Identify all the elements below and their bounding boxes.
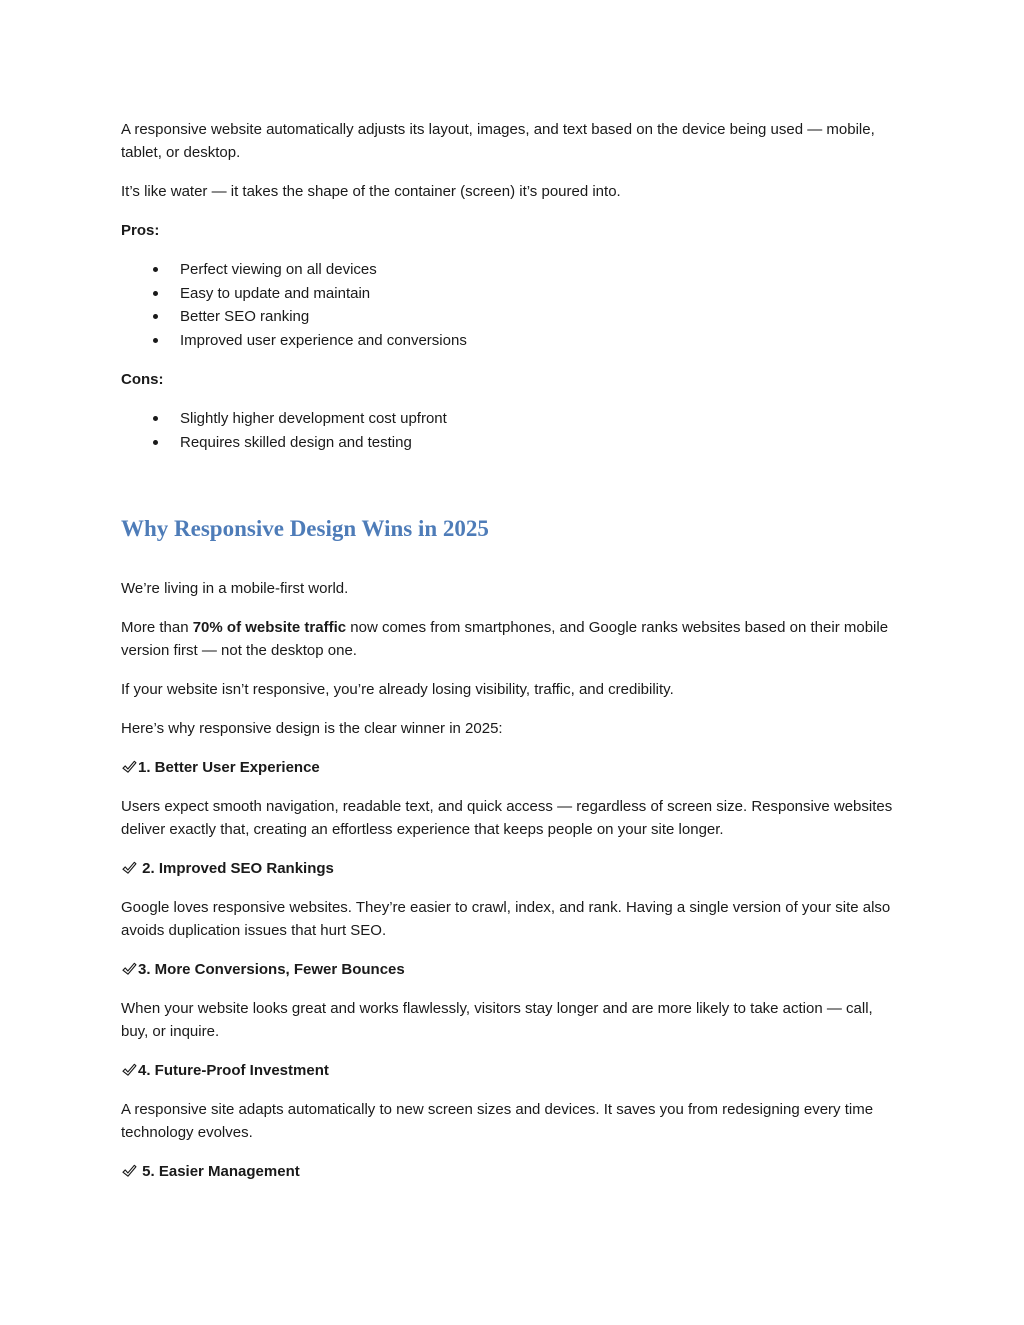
bullet-icon bbox=[153, 338, 158, 343]
list-item bbox=[180, 329, 899, 353]
section-heading: Why Responsive Design Wins in 2025 bbox=[121, 516, 489, 541]
benefit-1-heading bbox=[121, 756, 899, 779]
list-item-text: Easy to update and maintain bbox=[180, 284, 371, 302]
benefit-4-body: A responsive site adapts automatically to new screen sizes and devices. It saves you from redesigning every time technology evolves. bbox=[121, 1101, 874, 1141]
winner-paragraph: Here’s why responsive design is the clear winner in 2025: bbox=[121, 720, 503, 737]
list-item-text: Slightly higher development cost upfront bbox=[180, 410, 447, 427]
traffic-stat-post: now comes from smartphones, and Google ranks websites based on their mobile version first — not the desktop one. bbox=[121, 619, 889, 659]
list-item bbox=[180, 282, 899, 306]
mobile-first-paragraph: We’re living in a mobile-first world. bbox=[121, 580, 349, 597]
benefit-2-heading bbox=[121, 857, 899, 880]
bullet-icon bbox=[153, 291, 158, 296]
bullet-icon bbox=[153, 314, 158, 319]
pros-label: Pros: bbox=[121, 222, 160, 239]
list-item bbox=[180, 305, 899, 329]
list-item bbox=[180, 431, 899, 455]
list-item-text: Requires skilled design and testing bbox=[180, 433, 412, 451]
benefit-heading-text: 2. Improved SEO Rankings bbox=[138, 860, 334, 877]
bullet-icon bbox=[153, 440, 158, 445]
intro-paragraph: A responsive website automatically adjusts its layout, images, and text based on the device being used — mobile, tablet, or desktop. bbox=[121, 121, 875, 161]
benefit-1-body: Users expect smooth navigation, readable text, and quick access — regardless of screen size. Responsive websites deliver exactly that, creating an effortless experience that keeps people on your site longer. bbox=[121, 798, 893, 838]
traffic-stat-paragraph bbox=[121, 616, 899, 662]
pros-list bbox=[121, 258, 899, 352]
check-icon bbox=[121, 860, 137, 876]
benefit-4-heading bbox=[121, 1059, 899, 1082]
list-item bbox=[180, 407, 899, 431]
check-icon bbox=[121, 961, 137, 977]
check-icon bbox=[121, 1062, 137, 1078]
bullet-icon bbox=[153, 416, 158, 421]
bullet-icon bbox=[153, 267, 158, 272]
water-analogy-paragraph: It’s like water — it takes the shape of the container (screen) it’s poured into. bbox=[121, 183, 621, 200]
benefit-5-heading bbox=[121, 1160, 899, 1183]
traffic-stat-bold: 70% of website traffic bbox=[192, 619, 347, 636]
list-item bbox=[180, 258, 899, 282]
benefit-heading-text: 5. Easier Management bbox=[138, 1163, 300, 1180]
benefit-2-body: Google loves responsive websites. They’re easier to crawl, index, and rank. Having a single version of your site also avoids duplication issues that hurt SEO. bbox=[121, 899, 891, 939]
list-item-text: Better SEO ranking bbox=[180, 308, 310, 325]
cons-label: Cons: bbox=[121, 371, 164, 388]
check-icon bbox=[121, 1163, 137, 1179]
benefit-heading-text: 3. More Conversions, Fewer Bounces bbox=[138, 961, 405, 978]
list-item-text: Perfect viewing on all devices bbox=[180, 261, 377, 278]
benefit-3-body: When your website looks great and works flawlessly, visitors stay longer and are more likely to take action — call, buy, or inquire. bbox=[121, 1000, 873, 1040]
check-icon bbox=[121, 759, 137, 775]
traffic-stat-pre: More than bbox=[121, 619, 193, 636]
benefit-heading-text: 1. Better User Experience bbox=[138, 759, 320, 776]
benefit-3-heading bbox=[121, 958, 899, 981]
cons-list bbox=[121, 407, 899, 454]
benefit-heading-text: 4. Future-Proof Investment bbox=[138, 1062, 329, 1079]
visibility-paragraph: If your website isn’t responsive, you’re already losing visibility, traffic, and credibility. bbox=[121, 681, 674, 698]
list-item-text: Improved user experience and conversions bbox=[180, 331, 467, 349]
document-content bbox=[121, 118, 899, 1183]
